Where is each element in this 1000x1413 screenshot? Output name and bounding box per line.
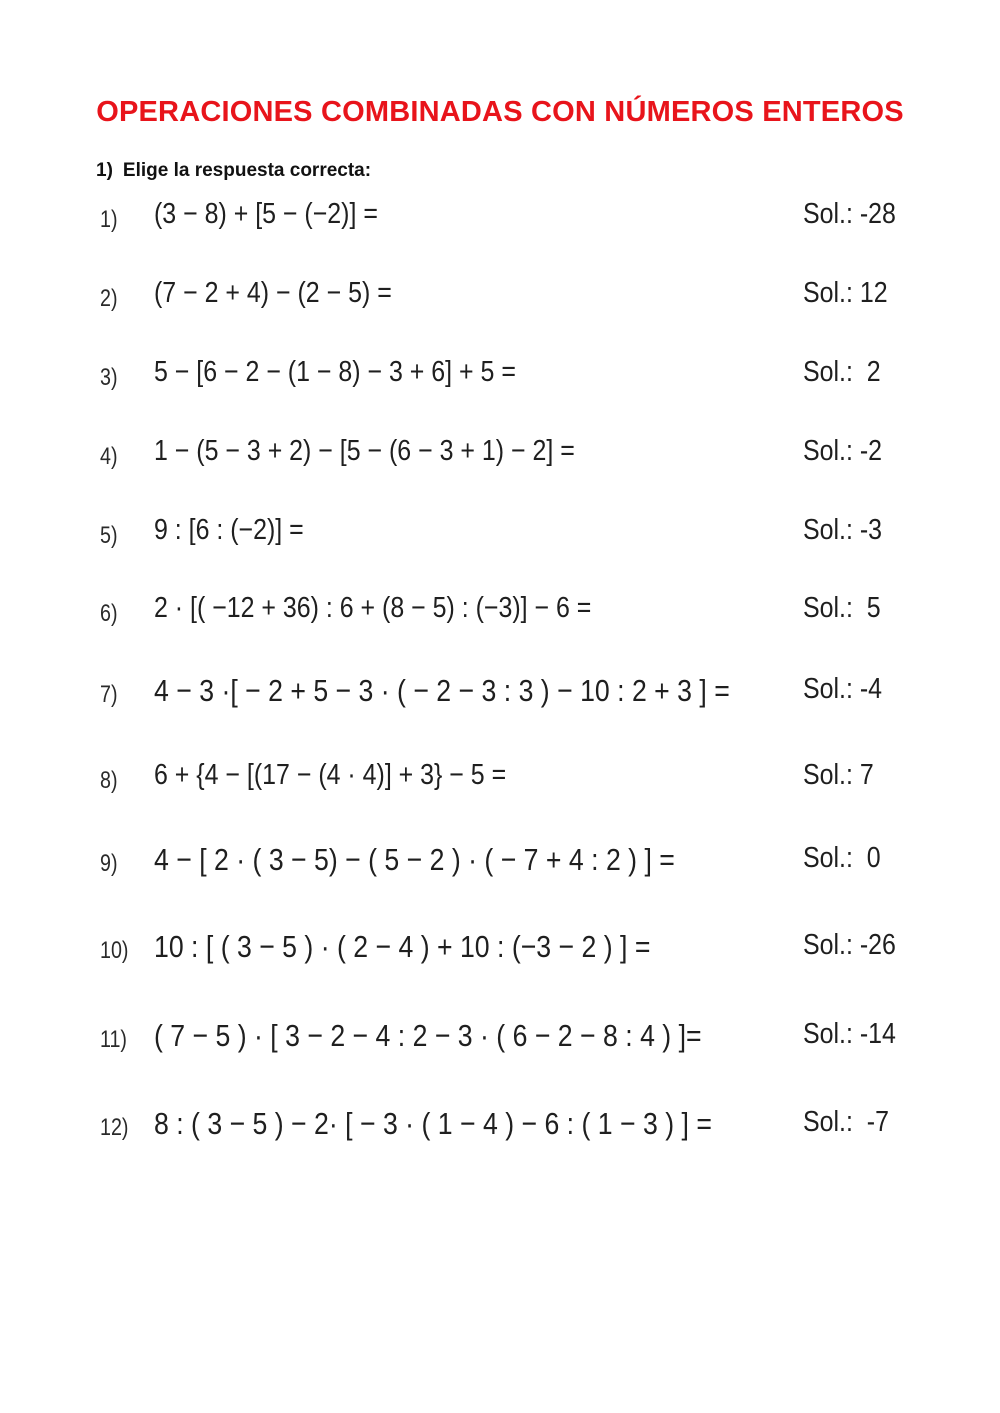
exercise-row [0,1018,1000,1062]
exercise-row [0,673,1000,717]
exercise-index: 1) [100,206,118,233]
exercise-index: 12) [100,1114,129,1141]
exercise-index: 2) [100,285,118,312]
exercise-solution: Sol.: 2 [803,356,881,388]
exercise-solution: Sol.: 12 [803,277,888,309]
exercise-index: 3) [100,364,118,391]
exercise-row [0,842,1000,886]
exercise-expression: 4 − 3 ·[ − 2 + 5 − 3 · ( − 2 − 3 : 3 ) − 10 : 2 + 3 ] = [154,673,730,708]
exercise-expression: 8 : ( 3 − 5 ) − 2· [ − 3 · ( 1 − 4 ) − 6 : ( 1 − 3 ) ] = [154,1106,712,1141]
exercise-solution: Sol.: -3 [803,514,883,546]
exercise-row [0,277,1000,321]
exercise-expression: ( 7 − 5 ) · [ 3 − 2 − 4 : 2 − 3 · ( 6 − 2 − 8 : 4 ) ]= [154,1018,702,1053]
exercise-solution: Sol.: 0 [803,842,881,874]
exercise-solution: Sol.: -28 [803,198,896,230]
exercise-row [0,759,1000,803]
exercise-row [0,198,1000,242]
exercise-solution: Sol.: 7 [803,759,874,791]
page-title: OPERACIONES COMBINADAS CON NÚMEROS ENTEROS [96,96,904,128]
instruction [96,160,371,182]
exercise-solution: Sol.: 5 [803,592,881,624]
exercise-index: 11) [100,1026,127,1053]
exercise-expression: 9 : [6 : (−2)] = [154,514,304,546]
exercise-expression: (7 − 2 + 4) − (2 − 5) = [154,277,392,309]
exercise-index: 5) [100,522,118,549]
exercise-index: 7) [100,681,118,708]
exercise-index: 8) [100,767,118,794]
exercise-solution: Sol.: -2 [803,435,883,467]
exercise-solution: Sol.: -14 [803,1018,896,1050]
exercise-solution: Sol.: -7 [803,1106,889,1138]
exercise-index: 6) [100,600,118,627]
exercise-expression: 6 + {4 − [(17 − (4 · 4)] + 3} − 5 = [154,759,507,791]
exercise-expression: 1 − (5 − 3 + 2) − [5 − (6 − 3 + 1) − 2] = [154,435,575,467]
exercise-solution: Sol.: -4 [803,673,883,705]
instruction-text: Elige la respuesta correcta: [122,160,372,181]
exercise-expression: 4 − [ 2 · ( 3 − 5) − ( 5 − 2 ) · ( − 7 + 4 : 2 ) ] = [154,842,675,877]
exercise-expression: 5 − [6 − 2 − (1 − 8) − 3 + 6] + 5 = [154,356,516,388]
exercise-row [0,356,1000,400]
exercise-row [0,435,1000,479]
exercise-row [0,929,1000,973]
exercise-expression: (3 − 8) + [5 − (−2)] = [154,198,378,230]
exercise-index: 4) [100,443,118,470]
exercise-row [0,1106,1000,1150]
exercise-index: 9) [100,850,118,877]
exercise-row [0,592,1000,636]
exercise-expression: 10 : [ ( 3 − 5 ) · ( 2 − 4 ) + 10 : (−3 − 2 ) ] = [154,929,651,964]
exercise-solution: Sol.: -26 [803,929,896,961]
exercise-index: 10) [100,937,129,964]
exercise-expression: 2 · [( −12 + 36) : 6 + (8 − 5) : (−3)] − 6 = [154,592,592,624]
instruction-number: 1) [96,160,113,181]
exercise-row [0,514,1000,558]
